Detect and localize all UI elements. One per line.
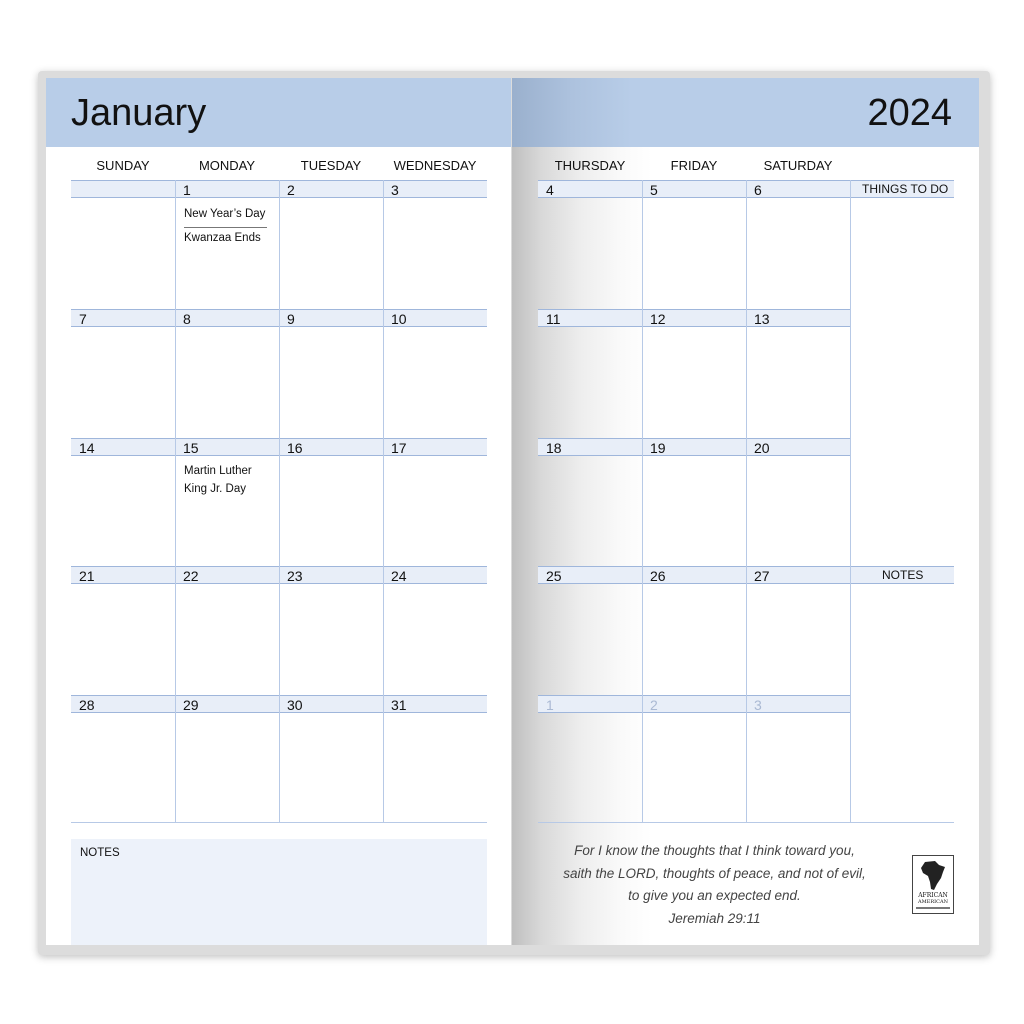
scripture-quote <box>542 840 887 930</box>
column-divider <box>642 180 643 823</box>
date-cell[interactable]: 4 <box>546 182 554 198</box>
date-cell[interactable]: 10 <box>391 311 407 327</box>
date-cell-next-month[interactable]: 3 <box>754 697 762 713</box>
column-divider <box>175 180 176 823</box>
grid-bottom-rule <box>71 822 487 823</box>
dayname-sunday: SUNDAY <box>96 158 150 173</box>
date-cell[interactable]: 19 <box>650 440 666 456</box>
column-divider <box>746 180 747 823</box>
date-cell[interactable]: 2 <box>287 182 295 198</box>
date-cell[interactable]: 12 <box>650 311 666 327</box>
left-calendar-grid <box>46 78 511 945</box>
right-calendar-grid <box>512 78 979 945</box>
logo-text-african: AFRICAN <box>918 892 948 899</box>
things-to-do-label: THINGS TO DO <box>862 182 949 196</box>
left-page <box>46 78 511 945</box>
publisher-logo <box>912 855 954 914</box>
dayname-thursday: THURSDAY <box>554 158 626 173</box>
year-title: 2024 <box>867 92 952 134</box>
right-notes-label: NOTES <box>882 568 924 582</box>
date-cell[interactable]: 22 <box>183 568 199 584</box>
quote-reference: Jeremiah 29:11 <box>668 910 761 926</box>
date-cell[interactable]: 14 <box>79 440 95 456</box>
event-mlk-line1[interactable]: Martin Luther <box>184 465 252 477</box>
column-divider <box>279 180 280 823</box>
logo-text-american: AMERICAN <box>918 899 948 905</box>
date-cell[interactable]: 16 <box>287 440 303 456</box>
quote-line: to give you an expected end. <box>628 888 801 903</box>
week-band <box>538 695 850 713</box>
logo-bar <box>916 907 950 909</box>
date-cell[interactable]: 9 <box>287 311 295 327</box>
dayname-wednesday: WEDNESDAY <box>393 158 477 173</box>
grid-bottom-rule <box>538 822 954 823</box>
date-cell[interactable]: 17 <box>391 440 407 456</box>
date-cell[interactable]: 1 <box>183 182 191 198</box>
dayname-tuesday: TUESDAY <box>300 158 362 173</box>
week-band <box>538 309 850 327</box>
notes-label: NOTES <box>80 847 120 859</box>
date-cell[interactable]: 23 <box>287 568 303 584</box>
date-cell[interactable]: 21 <box>79 568 95 584</box>
event-mlk-line2[interactable]: King Jr. Day <box>184 483 246 495</box>
dayname-friday: FRIDAY <box>670 158 718 173</box>
date-cell[interactable]: 13 <box>754 311 770 327</box>
date-cell[interactable]: 20 <box>754 440 770 456</box>
column-divider <box>383 180 384 823</box>
date-cell[interactable]: 6 <box>754 182 762 198</box>
africa-map-icon <box>919 860 947 892</box>
date-cell[interactable]: 27 <box>754 568 770 584</box>
date-cell[interactable]: 18 <box>546 440 562 456</box>
date-cell[interactable]: 24 <box>391 568 407 584</box>
column-divider <box>850 180 851 823</box>
dayname-monday: MONDAY <box>198 158 256 173</box>
date-cell[interactable]: 8 <box>183 311 191 327</box>
date-cell[interactable]: 15 <box>183 440 199 456</box>
date-cell[interactable]: 11 <box>546 311 561 327</box>
date-cell-next-month[interactable]: 2 <box>650 697 658 713</box>
week-band <box>538 438 850 456</box>
notes-box[interactable] <box>71 839 487 945</box>
right-page <box>512 78 979 945</box>
date-cell[interactable]: 31 <box>391 697 407 713</box>
month-title: January <box>71 92 207 134</box>
event-kwanzaa-ends[interactable]: Kwanzaa Ends <box>184 232 261 244</box>
dayname-saturday: SATURDAY <box>763 158 833 173</box>
date-cell[interactable]: 3 <box>391 182 399 198</box>
date-cell[interactable]: 5 <box>650 182 658 198</box>
date-cell[interactable]: 26 <box>650 568 666 584</box>
event-divider <box>184 227 267 228</box>
quote-line: For I know the thoughts that I think toward you, <box>574 843 855 858</box>
event-new-years-day[interactable]: New Year’s Day <box>184 208 266 220</box>
date-cell[interactable]: 25 <box>546 568 562 584</box>
date-cell-next-month[interactable]: 1 <box>546 697 554 713</box>
date-cell[interactable]: 30 <box>287 697 303 713</box>
date-cell[interactable]: 28 <box>79 697 95 713</box>
quote-line: saith the LORD, thoughts of peace, and not of evil, <box>563 865 866 881</box>
date-cell[interactable]: 7 <box>79 311 87 327</box>
date-cell[interactable]: 29 <box>183 697 199 713</box>
